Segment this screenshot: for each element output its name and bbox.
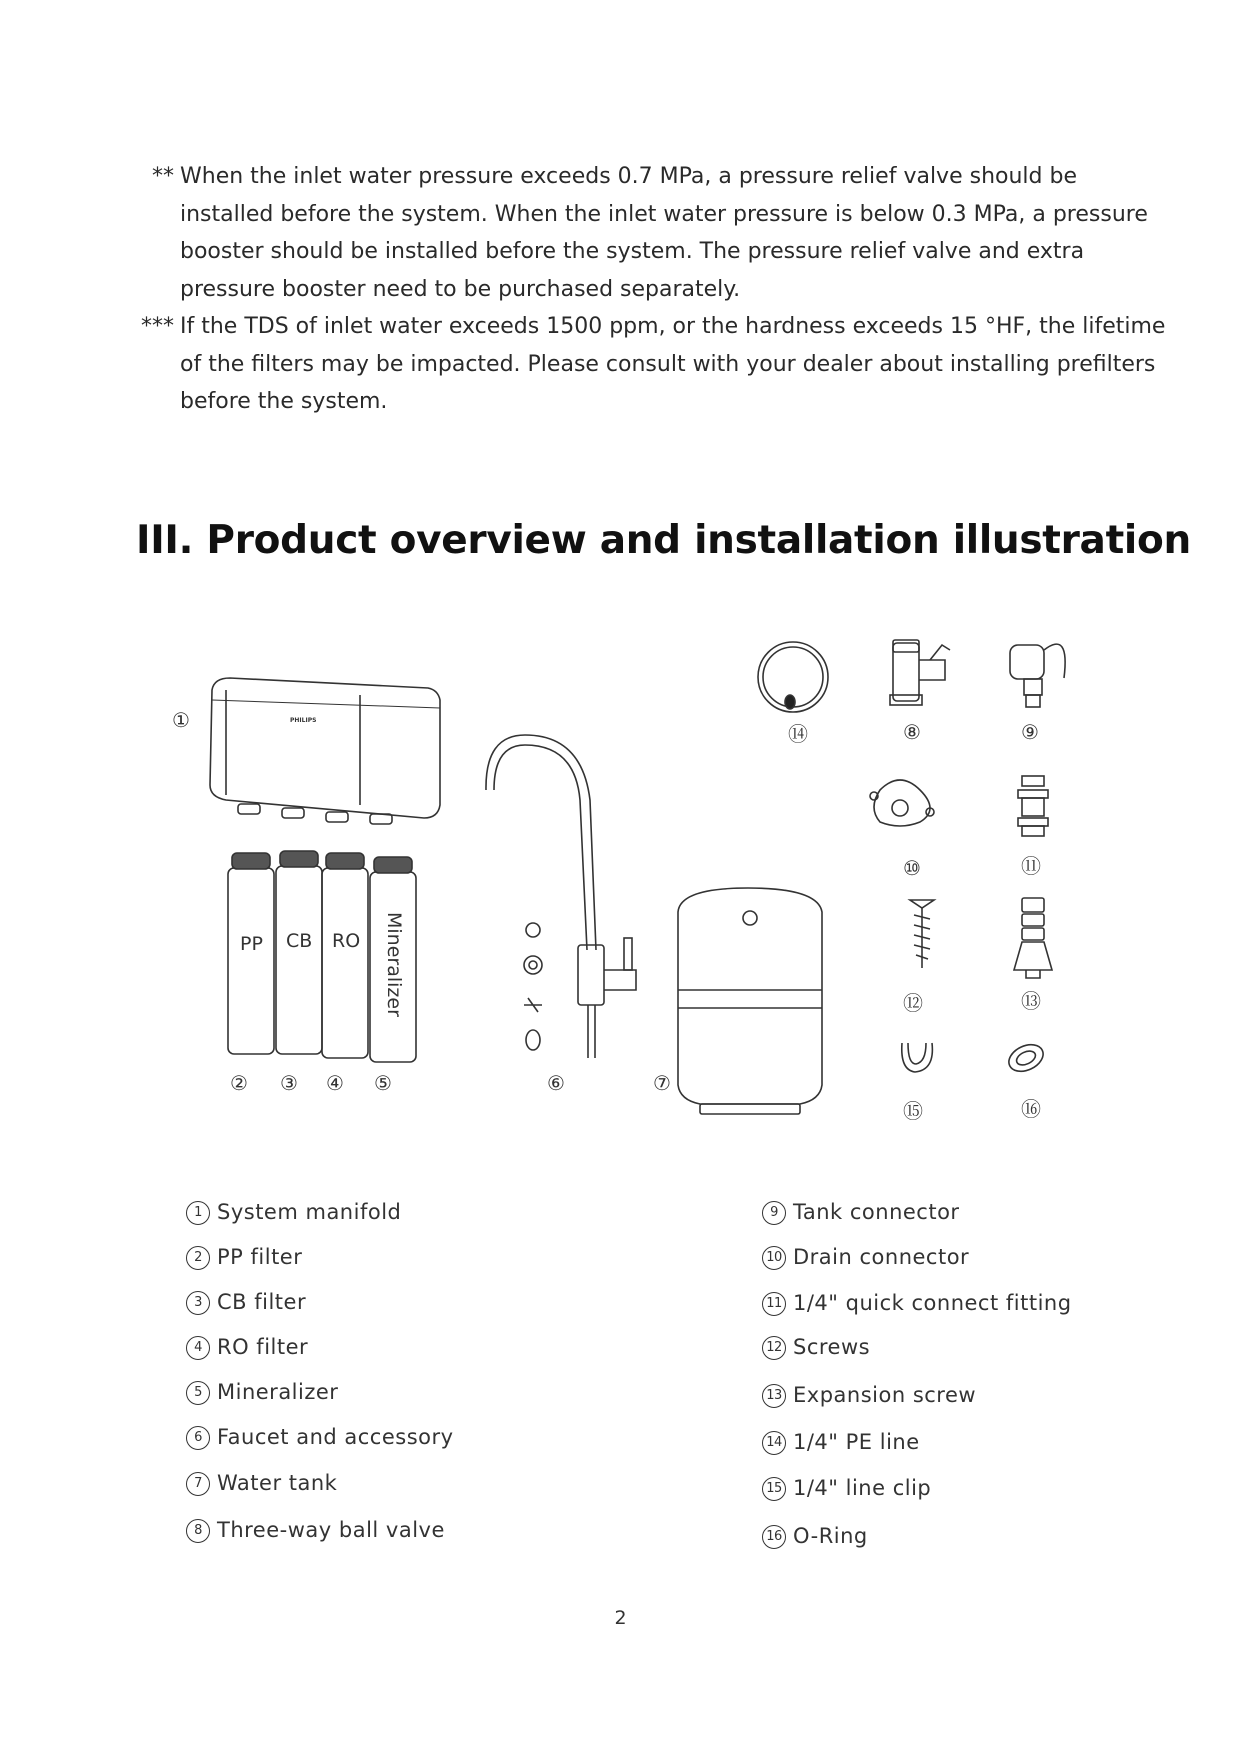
section-title: III. Product overview and installation illustration — [136, 518, 1191, 563]
legend-number: 12 — [762, 1336, 786, 1360]
callout-1: ① — [172, 708, 190, 732]
callout-5: ⑤ — [374, 1071, 392, 1095]
legend-number: 1 — [186, 1201, 210, 1225]
o-ring-drawing — [1005, 1040, 1048, 1077]
filter-label-mineralizer: Mineralizer — [383, 912, 405, 1017]
note-mark: *** — [141, 314, 174, 339]
legend-number: 2 — [186, 1246, 210, 1270]
legend-number: 8 — [186, 1519, 210, 1543]
callout-10: ⑩ — [903, 856, 921, 880]
tank-connector-drawing — [1010, 644, 1065, 707]
legend-number: 9 — [762, 1201, 786, 1225]
legend-number: 15 — [762, 1477, 786, 1501]
expansion-screw-drawing — [1014, 898, 1052, 978]
legend-label: PP filter — [217, 1245, 303, 1269]
legend-label: Expansion screw — [793, 1383, 977, 1407]
callout-11: ⑪ — [1021, 854, 1041, 878]
legend-number: 10 — [762, 1246, 786, 1270]
legend-item — [186, 1518, 445, 1543]
water-tank-drawing — [678, 888, 822, 1114]
legend-label: Faucet and accessory — [217, 1425, 454, 1449]
legend-item — [762, 1200, 960, 1225]
legend-item — [762, 1245, 969, 1270]
brand-logo-text: PHILIPS — [290, 717, 317, 724]
legend-item — [186, 1200, 401, 1225]
legend-item — [762, 1430, 920, 1455]
line-clip-drawing — [902, 1043, 933, 1072]
callout-9: ⑨ — [1021, 720, 1039, 744]
legend-item — [186, 1380, 338, 1405]
callout-4: ④ — [326, 1071, 344, 1095]
note-line: pressure booster need to be purchased separately. — [180, 276, 741, 302]
legend-label: RO filter — [217, 1335, 309, 1359]
legend-item — [762, 1383, 976, 1408]
legend-label: Screws — [793, 1335, 871, 1359]
callout-15: ⑮ — [903, 1099, 923, 1123]
legend-item — [762, 1291, 1072, 1316]
legend-item — [186, 1471, 337, 1496]
callout-8: ⑧ — [903, 720, 921, 744]
legend-number: 6 — [186, 1426, 210, 1450]
ball-valve-drawing — [890, 640, 950, 705]
legend-label: 1/4" quick connect fitting — [793, 1291, 1072, 1315]
note-line: of the filters may be impacted. Please consult with your dealer about installing prefilters — [180, 351, 1156, 377]
faucet-drawing — [486, 735, 636, 1058]
legend-label: 1/4" PE line — [793, 1430, 920, 1454]
legend-item — [762, 1524, 868, 1549]
quick-connect-fitting-drawing — [1018, 776, 1048, 836]
callout-14: ⑭ — [788, 722, 808, 746]
callout-2: ② — [230, 1071, 248, 1095]
legend-label: Mineralizer — [217, 1380, 339, 1404]
legend-number: 16 — [762, 1525, 786, 1549]
legend-number: 4 — [186, 1336, 210, 1360]
filter-label-ro: RO — [332, 930, 361, 952]
callout-3: ③ — [280, 1071, 298, 1095]
pe-line-drawing — [758, 642, 828, 712]
note-line: When the inlet water pressure exceeds 0.7 MPa, a pressure relief valve should be — [180, 164, 1077, 189]
note-line: before the system. — [180, 389, 388, 414]
legend-number: 13 — [762, 1384, 786, 1408]
legend-number: 7 — [186, 1472, 210, 1496]
note-mark: ** — [152, 164, 174, 189]
legend-label: Tank connector — [793, 1200, 960, 1224]
filter-label-pp: PP — [240, 933, 263, 955]
callout-6: ⑥ — [547, 1071, 565, 1095]
system-manifold-drawing — [210, 678, 440, 824]
legend-item — [762, 1476, 931, 1501]
callout-13: ⑬ — [1021, 989, 1041, 1013]
legend-label: 1/4" line clip — [793, 1476, 932, 1500]
callout-7: ⑦ — [653, 1071, 671, 1095]
callout-12: ⑫ — [903, 991, 923, 1015]
legend-item — [762, 1335, 870, 1360]
callout-16: ⑯ — [1021, 1097, 1041, 1121]
legend-item — [186, 1245, 302, 1270]
drain-connector-drawing — [870, 780, 934, 826]
legend-label: Drain connector — [793, 1245, 970, 1269]
legend-label: CB filter — [217, 1290, 307, 1314]
legend-label: Water tank — [217, 1471, 338, 1495]
legend-item — [186, 1425, 454, 1450]
legend-label: Three-way ball valve — [217, 1518, 445, 1542]
legend-number: 3 — [186, 1291, 210, 1315]
legend-number: 14 — [762, 1431, 786, 1455]
filter-label-cb: CB — [286, 930, 313, 952]
note-line: booster should be installed before the system. The pressure relief valve and extra — [180, 239, 1085, 264]
legend-label: System manifold — [217, 1200, 402, 1224]
legend-number: 11 — [762, 1292, 786, 1316]
screw-drawing — [910, 900, 934, 968]
legend-item — [186, 1335, 308, 1360]
legend-item — [186, 1290, 306, 1315]
page-number: 2 — [614, 1607, 627, 1629]
legend-label: O-Ring — [793, 1524, 868, 1548]
legend-number: 5 — [186, 1381, 210, 1405]
note-line: If the TDS of inlet water exceeds 1500 ppm, or the hardness exceeds 15 °HF, the lifetime — [180, 314, 1166, 339]
note-line: installed before the system. When the inlet water pressure is below 0.3 MPa, a pressure — [180, 201, 1148, 227]
